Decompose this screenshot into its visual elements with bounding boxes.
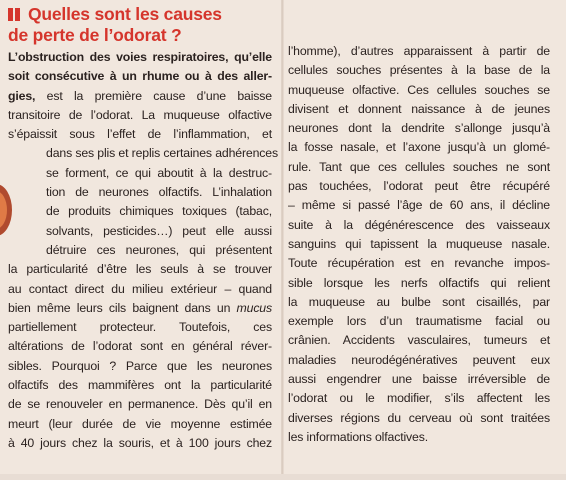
text-line <box>288 119 550 138</box>
text-line <box>8 395 272 414</box>
text-line <box>288 254 550 273</box>
text-line <box>288 138 550 157</box>
text-line <box>288 428 550 447</box>
text-line <box>46 202 272 221</box>
text-segment: de se renouveler en permanence. Dès qu’il en <box>8 397 272 412</box>
text-line <box>288 389 550 408</box>
text-segment: aussi engendrer une baisse irréversible de <box>288 372 550 387</box>
text-line <box>288 235 550 254</box>
text-line <box>288 196 550 215</box>
text-line <box>288 409 550 428</box>
text-segment: sibles. Pourquoi ? Parce que les neurones <box>8 358 272 373</box>
text-line <box>8 67 272 86</box>
text-line <box>8 299 272 318</box>
text-segment: la particularité d’être les seuls à se trouver <box>8 262 272 277</box>
title-marker-icon <box>8 5 22 25</box>
text-segment: gies, <box>8 88 36 103</box>
text-line <box>8 415 272 434</box>
text-segment: sanguins qui tapissent la muqueuse nasale. <box>288 236 550 251</box>
text-line <box>8 376 272 395</box>
text-line <box>288 331 550 350</box>
text-line <box>46 183 272 202</box>
text-line <box>288 61 550 80</box>
text-segment: l’homme), d’autres apparaissent à partir de <box>288 44 550 58</box>
text-segment: olfactifs des mammifères ont la particularité <box>8 378 272 393</box>
text-segment: au contact direct du milieu extérieur – quand <box>8 281 272 296</box>
text-line <box>46 241 272 260</box>
text-segment: sible lorsque les nerfs olfactifs qui relient <box>288 275 550 290</box>
text-segment: divisent et donnent naissance à de jeunes <box>288 101 550 116</box>
text-line <box>288 312 550 331</box>
text-segment: diverses régions du cerveau où sont traitées <box>288 410 550 425</box>
text-segment: solvants, pesticides…) peut elle aussi <box>46 223 272 238</box>
text-line <box>288 177 550 196</box>
text-line <box>8 434 272 453</box>
text-segment: rule. Tant que ces cellules souches ne sont <box>288 159 550 174</box>
text-segment: muqueuse olfactive. Ces cellules souches se <box>288 82 550 97</box>
text-line <box>46 222 272 241</box>
text-line <box>288 370 550 389</box>
text-segment: bien même leurs cils baignent dans un <box>8 300 237 315</box>
text-segment: transitoire de l’odorat. La muqueuse olfactive <box>8 107 272 122</box>
text-line <box>8 125 272 144</box>
text-segment: à 40 jours chez la souris, et à 100 jours chez <box>8 435 272 450</box>
text-segment: maladies neurodégénératives peuvent eux <box>288 352 550 367</box>
text-segment: neurones dont la dendrite s’allonge jusqu’à <box>288 121 550 136</box>
text-line <box>288 216 550 235</box>
text-segment: dans ses plis et replis certaines adhérences <box>46 146 278 161</box>
text-segment: altérations de l’odorat sont en général réver- <box>8 339 272 354</box>
text-line <box>288 81 550 100</box>
text-line <box>288 293 550 312</box>
right-text-column <box>288 42 550 447</box>
text-line <box>288 158 550 177</box>
text-line <box>46 144 278 163</box>
text-line <box>8 87 272 106</box>
text-segment: de produits chimiques toxiques (tabac, <box>46 204 272 219</box>
text-line <box>8 48 272 67</box>
text-segment: mucus <box>236 300 272 315</box>
text-segment: crânien. Accidents vasculaires, tumeurs et <box>288 333 550 348</box>
page-fold-gutter <box>281 0 284 480</box>
text-line <box>46 164 272 183</box>
text-line <box>288 42 550 61</box>
text-line <box>288 274 550 293</box>
section-title <box>8 4 278 45</box>
text-line <box>8 106 272 125</box>
text-segment: partiellement protecteur. Toutefois, ces <box>8 320 272 335</box>
text-line <box>8 280 272 299</box>
text-segment: meurt (leur durée de vie moyenne estimée <box>8 416 272 431</box>
text-line <box>288 100 550 119</box>
text-segment: est la première cause d’une baisse <box>35 88 272 103</box>
page-bottom-edge <box>0 474 566 480</box>
text-line <box>8 318 272 337</box>
text-segment: la muqueuse au bulbe sont cisaillés, par <box>288 294 550 309</box>
text-line <box>288 351 550 370</box>
text-segment: s’épaissit sous l’effet de l’inflammation, et <box>8 127 272 142</box>
text-segment: L’obstruction des voies respiratoires, qu’elle <box>8 50 272 64</box>
text-segment: exemple lors d’un traumatisme facial ou <box>288 314 550 329</box>
text-segment: suite à la dégénérescence des vaisseaux <box>288 217 550 232</box>
text-segment: – même si passé l’âge de 60 ans, il décline <box>288 198 550 213</box>
title-line-2: de perte de l’odorat ? <box>8 25 182 46</box>
text-line <box>8 260 272 279</box>
text-segment: détruire ces neurones, qui présentent <box>46 242 272 257</box>
left-text-column <box>8 48 278 453</box>
text-segment: pas touchées, l’odorat peut être récupéré <box>288 179 550 194</box>
text-segment: la fosse nasale, et l’axone jusqu’à un glomé- <box>288 140 550 155</box>
text-segment: cellules souches présentes à la base de la <box>288 63 550 78</box>
text-segment: l’odorat ou le modifier, s’ils affectent les <box>288 391 550 406</box>
text-segment: les informations olfactives. <box>288 429 429 444</box>
title-line-1: Quelles sont les causes <box>28 4 222 24</box>
text-line <box>8 337 272 356</box>
text-segment: Toute récupération est en revanche impos- <box>288 256 550 271</box>
text-line <box>8 357 272 376</box>
text-segment: soit consécutive à un rhume ou à des aller- <box>8 69 272 84</box>
text-segment: tion de neurones olfactifs. L’inhalation <box>46 185 272 200</box>
text-segment: se forment, ce qui aboutit à la destruc- <box>46 165 272 180</box>
